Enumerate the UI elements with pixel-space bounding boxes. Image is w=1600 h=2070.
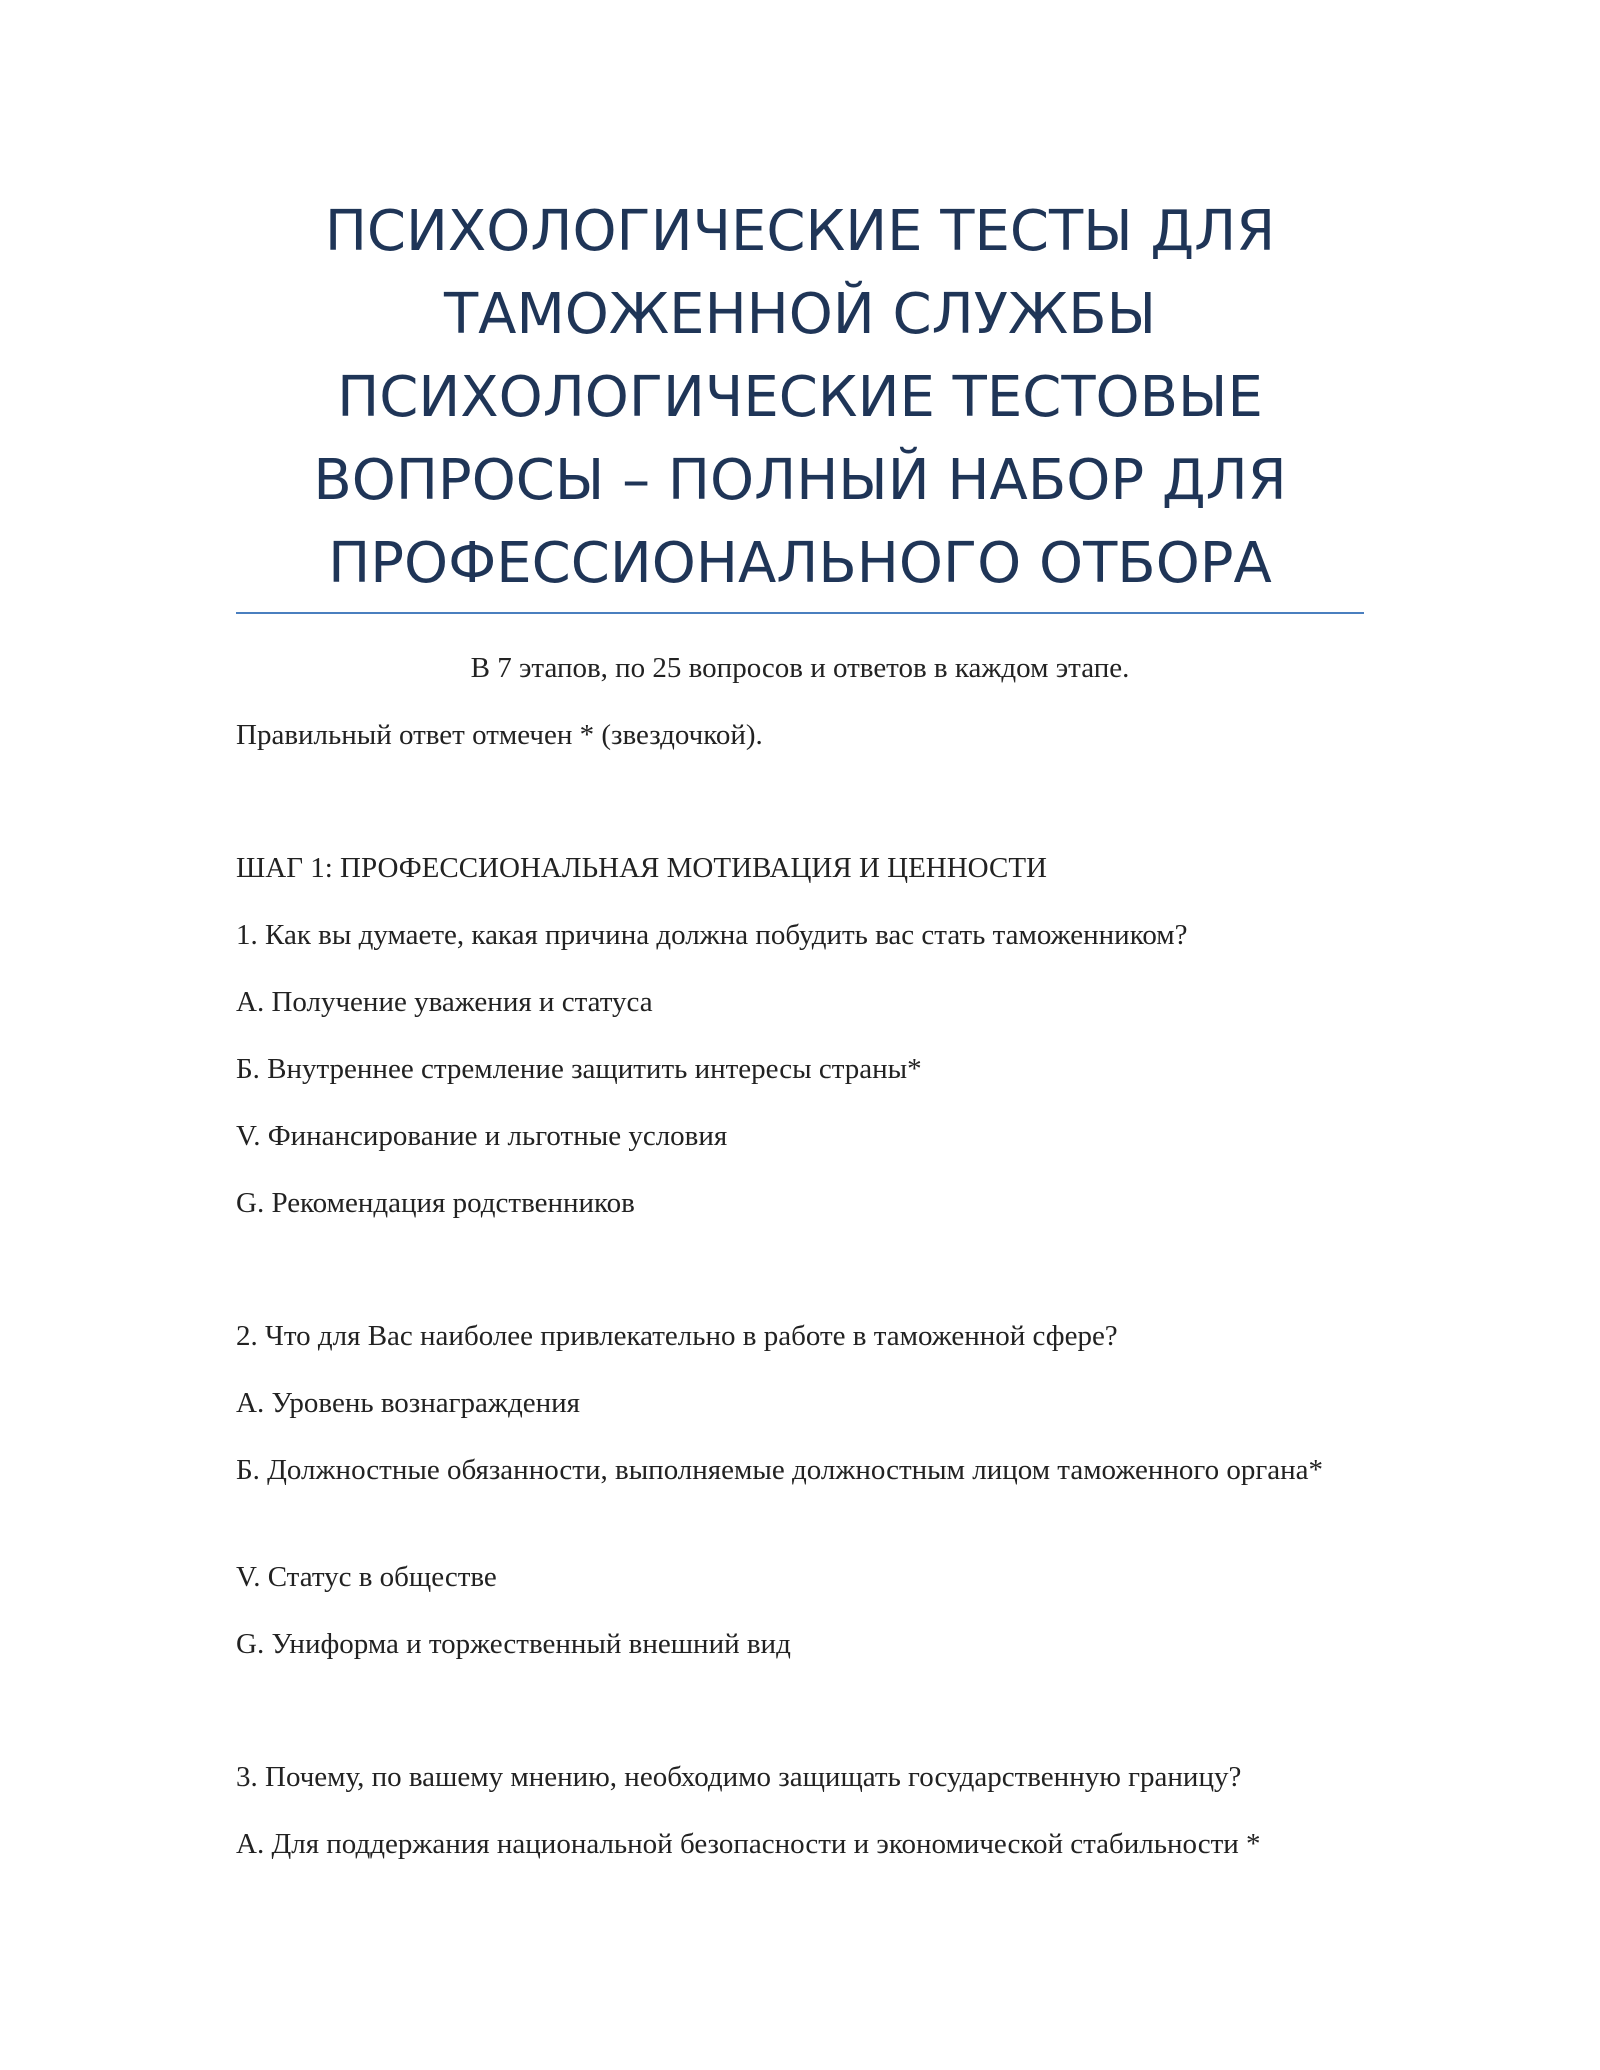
intro-text: В 7 этапов, по 25 вопросов и ответов в каждом этапе. (470, 652, 1130, 684)
answer-option: Б. Внутреннее стремление защитить интересы страны* (236, 1053, 922, 1085)
answer-option: А. Уровень вознаграждения (236, 1387, 580, 1419)
step-heading: ШАГ 1: ПРОФЕССИОНАЛЬНАЯ МОТИВАЦИЯ И ЦЕННОСТИ (236, 852, 1047, 884)
title-line: ПСИХОЛОГИЧЕСКИЕ ТЕСТОВЫЕ (337, 365, 1263, 430)
question-1: 1. Как вы думаете, какая причина должна побудить вас стать таможенником? (236, 919, 1188, 951)
answer-option: G. Рекомендация родственников (236, 1187, 635, 1219)
answer-option: V. Финансирование и льготные условия (236, 1120, 728, 1152)
title-underline-divider (236, 612, 1364, 614)
question-3: 3. Почему, по вашему мнению, необходимо защищать государственную границу? (236, 1761, 1242, 1793)
title-line: ТАМОЖЕННОЙ СЛУЖБЫ (443, 282, 1157, 347)
answer-option: Б. Должностные обязанности, выполняемые должностным лицом таможенного органа* (236, 1454, 1323, 1486)
title-line: ПРОФЕССИОНАЛЬНОГО ОТБОРА (328, 531, 1272, 596)
title-line: ПСИХОЛОГИЧЕСКИЕ ТЕСТЫ ДЛЯ (324, 199, 1276, 264)
question-2: 2. Что для Вас наиболее привлекательно в работе в таможенной сфере? (236, 1320, 1118, 1352)
answer-option: А. Получение уважения и статуса (236, 986, 653, 1018)
answer-option: G. Униформа и торжественный внешний вид (236, 1628, 791, 1660)
document-title (236, 190, 1364, 605)
answer-option: А. Для поддержания национальной безопасности и экономической стабильности * (236, 1828, 1261, 1860)
answer-option: V. Статус в обществе (236, 1561, 497, 1593)
answer-note: Правильный ответ отмечен * (звездочкой). (236, 719, 763, 751)
title-line: ВОПРОСЫ – ПОЛНЫЙ НАБОР ДЛЯ (313, 448, 1287, 513)
